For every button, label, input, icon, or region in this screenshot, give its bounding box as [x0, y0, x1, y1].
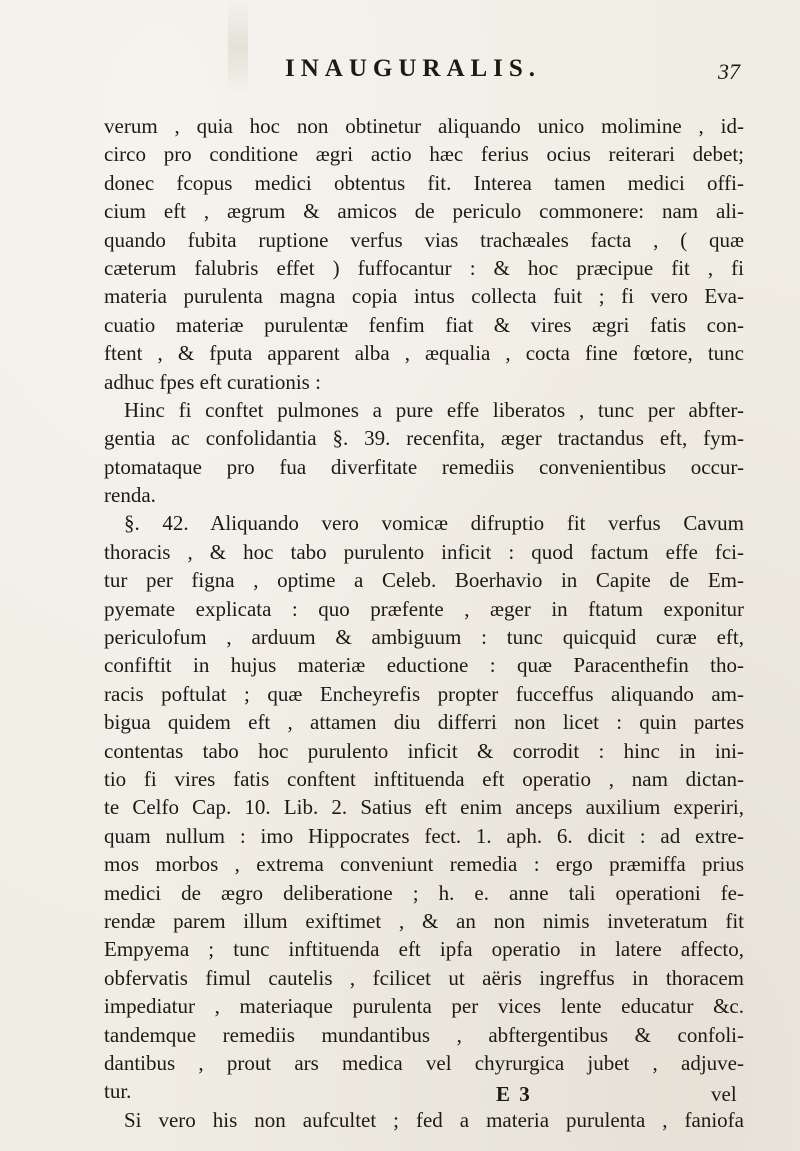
text-line: thoracis , & hoc tabo purulento inficit : quod factum effe fci- — [104, 539, 744, 564]
text-line: mos morbos , extrema conveniunt remedia : ergo præmiffa prius — [104, 852, 744, 877]
text-line: contentas tabo hoc purulento inficit & corrodit : hinc in ini- — [104, 738, 744, 763]
text-line: rendæ parem illum exiftimet , & an non nimis inveteratum fit — [104, 908, 744, 933]
text-line: tur per figna , optime a Celeb. Boerhavio in Capite de Em- — [104, 568, 744, 593]
text-line: tur. — [104, 1079, 132, 1104]
text-line: te Celfo Cap. 10. Lib. 2. Satius eft enim anceps auxilium experiri, — [104, 795, 744, 820]
text-line: materia purulenta magna copia intus collecta fuit ; fi vero Eva- — [104, 284, 744, 309]
text-line: ptomataque pro fua diverfitate remediis convenientibus occur- — [104, 454, 744, 479]
text-line: dantibus , prout ars medica vel chyrurgica jubet , adjuve- — [104, 1050, 744, 1075]
text-line: tio fi vires fatis conftent inftituenda eft operatio , nam dictan- — [104, 766, 744, 791]
text-line: renda. — [104, 483, 156, 508]
text-line: bigua quidem eft , attamen diu differri non licet : quin partes — [104, 710, 744, 735]
text-line: ftent , & fputa apparent alba , æqualia , cocta fine fœtore, tunc — [104, 341, 744, 366]
text-line: gentia ac confolidantia §. 39. recenfita, æger tractandus eft, fym- — [104, 426, 744, 451]
text-line: periculofum , arduum & ambiguum : tunc quicquid curæ eft, — [104, 625, 744, 650]
text-line: pyemate explicata : quo præfente , æger in ftatum exponitur — [104, 596, 744, 621]
catchword: vel — [711, 1082, 737, 1106]
text-line: racis poftulat ; quæ Encheyrefis propter fucceffus aliquando am- — [104, 681, 744, 706]
text-line: quando fubita ruptione verfus vias trachæales facta , ( quæ — [104, 227, 744, 252]
text-line: quam nullum : imo Hippocrates fect. 1. aph. 6. dicit : ad extre- — [104, 823, 744, 848]
section-heading-line: §. 42. Aliquando vero vomicæ difruptio fit verfus Cavum — [124, 511, 744, 536]
page-header — [0, 55, 800, 95]
body-text — [104, 112, 744, 1134]
text-line: circo pro conditione ægri actio hæc ferius ocius reiterari debet; — [104, 142, 744, 167]
text-line: tandemque remediis mundantibus , abftergentibus & confoli- — [104, 1022, 744, 1047]
running-title: INAUGURALIS. — [285, 55, 542, 82]
text-line: verum , quia hoc non obtinetur aliquando unico molimine , id- — [104, 114, 744, 138]
text-line: impediatur , materiaque purulenta per vices lente educatur &c. — [104, 994, 744, 1019]
text-line: cium eft , ægrum & amicos de periculo commonere: nam ali- — [104, 199, 744, 224]
signature-mark: E 3 — [496, 1082, 532, 1106]
text-line: medici de ægro deliberatione ; h. e. anne tali operationi fe- — [104, 880, 744, 905]
text-line: Hinc fi conftet pulmones a pure effe liberatos , tunc per abfter- — [124, 397, 744, 422]
page-number: 37 — [718, 59, 740, 84]
text-line: confiftit in hujus materiæ eductione : quæ Paracenthefin tho- — [104, 653, 744, 678]
text-line: Empyema ; tunc inftituenda eft ipfa operatio in latere affecto, — [104, 937, 744, 962]
text-line: obfervatis fimul cautelis , fcilicet ut aëris ingreffus in thoracem — [104, 965, 744, 990]
text-line: cæterum falubris effet ) fuffocantur : & hoc præcipue fit , fi — [104, 255, 744, 280]
text-line: adhuc fpes eft curationis : — [104, 369, 321, 394]
text-line: cuatio materiæ purulentæ fenfim fiat & vires ægri fatis con- — [104, 312, 744, 337]
text-line: Si vero his non aufcultet ; fed a materia purulenta , faniofa — [124, 1107, 744, 1132]
page-footer — [0, 1082, 800, 1112]
text-line: donec fcopus medici obtentus fit. Interea tamen medici offi- — [104, 170, 744, 195]
